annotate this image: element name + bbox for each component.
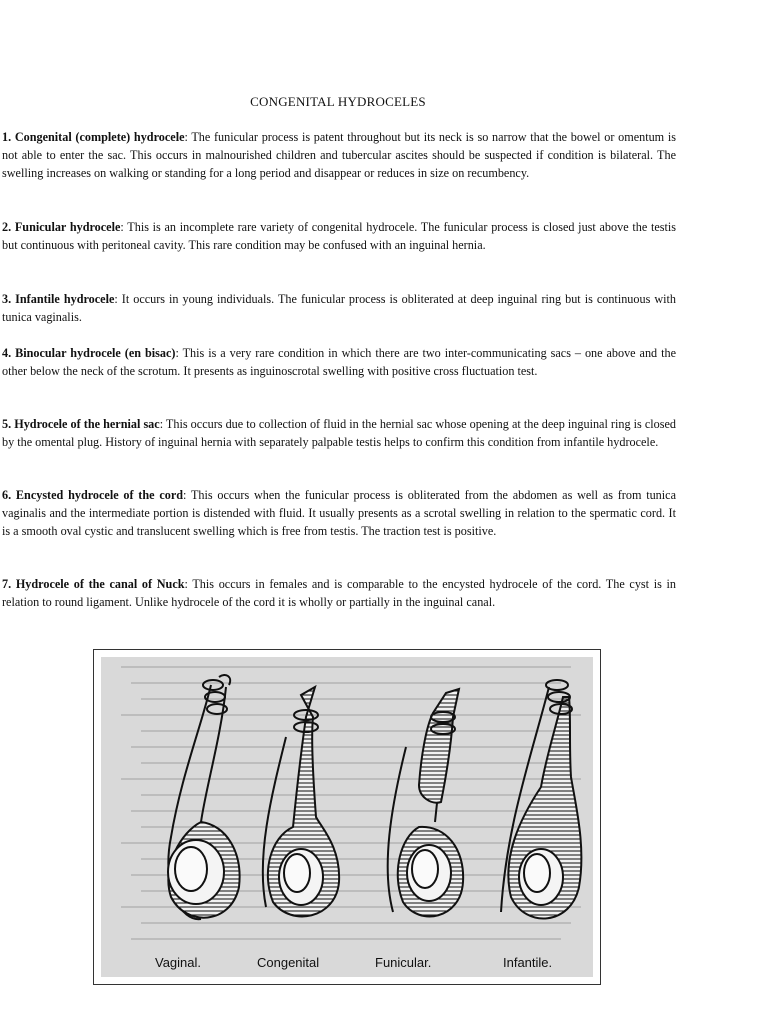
hydrocele-figure bbox=[93, 649, 601, 985]
section-heading: 2. Funicular hydrocele bbox=[2, 220, 121, 234]
section-funicular bbox=[2, 218, 676, 254]
section-heading: 6. Encysted hydrocele of the cord bbox=[2, 488, 184, 502]
section-text: : This occurs in females and is comparable to the encysted hydrocele of the cord. The cyst is in relation to round ligament. Unlike hydrocele of the cord it is wholly or partially in the inguinal canal. bbox=[2, 577, 676, 609]
figure-label-vaginal: Vaginal. bbox=[155, 955, 202, 970]
figure-label-congenital: Congenital bbox=[257, 955, 320, 970]
section-text: : The funicular process is patent throughout but its neck is so narrow that the bowel or omentum is not able to enter the sac. This occurs in malnourished children and tubercular ascites should be suspected if condition is bilateral. The swelling increases on walking or standing for a long period and disappear or reduces in size on recumbency. bbox=[2, 130, 676, 180]
section-heading: 5. Hydrocele of the hernial sac bbox=[2, 417, 160, 431]
figure-label-funicular: Funicular. bbox=[375, 955, 432, 970]
section-text: : This is a very rare condition in which there are two inter-communicating sacs – one above and the other below the neck of the scrotum. It presents as inguinoscrotal swelling with positive cross fluctuation test. bbox=[2, 346, 676, 378]
funicular-hydrocele-drawing bbox=[388, 689, 463, 916]
section-binocular bbox=[2, 344, 676, 380]
section-heading: 7. Hydrocele of the canal of Nuck bbox=[2, 577, 185, 591]
congenital-hydrocele-drawing bbox=[263, 687, 339, 916]
section-text: : This occurs when the funicular process is obliterated from the abdomen as well as from tunica vaginalis and the intermediate portion is distended with fluid. It usually presents as a scrotal swelling in relation to the spermatic cord. It is a smooth oval cystic and translucent swelling which is free from testis. The traction test is positive. bbox=[2, 488, 676, 538]
section-hernial-sac bbox=[2, 415, 676, 451]
section-infantile bbox=[2, 290, 676, 326]
section-heading: 1. Congenital (complete) hydrocele bbox=[2, 130, 185, 144]
section-heading: 4. Binocular hydrocele (en bisac) bbox=[2, 346, 176, 360]
section-canal-of-nuck bbox=[2, 575, 676, 611]
figure-label-infantile: Infantile. bbox=[503, 955, 553, 970]
figure-photo bbox=[101, 657, 593, 977]
section-text: : This is an incomplete rare variety of congenital hydrocele. The funicular process is closed just above the testis but continuous with peritoneal cavity. This rare condition may be confused with an inguinal hernia. bbox=[2, 220, 677, 252]
section-heading: 3. Infantile hydrocele bbox=[2, 292, 115, 306]
section-text: : It occurs in young individuals. The funicular process is obliterated at deep inguinal ring but is continuous with tunica vaginalis. bbox=[2, 292, 676, 324]
page-title: CONGENITAL HYDROCELES bbox=[250, 94, 426, 109]
section-text: : This occurs due to collection of fluid in the hernial sac whose opening at the deep inguinal ring is closed by the omental plug. History of inguinal hernia with separately palpable testis helps to confirm this condition from infantile hydrocele. bbox=[2, 417, 676, 449]
hydrocele-diagram bbox=[101, 657, 593, 977]
section-congenital-complete bbox=[2, 128, 676, 182]
section-encysted-cord bbox=[2, 486, 676, 540]
vaginal-hydrocele-drawing bbox=[168, 675, 240, 919]
